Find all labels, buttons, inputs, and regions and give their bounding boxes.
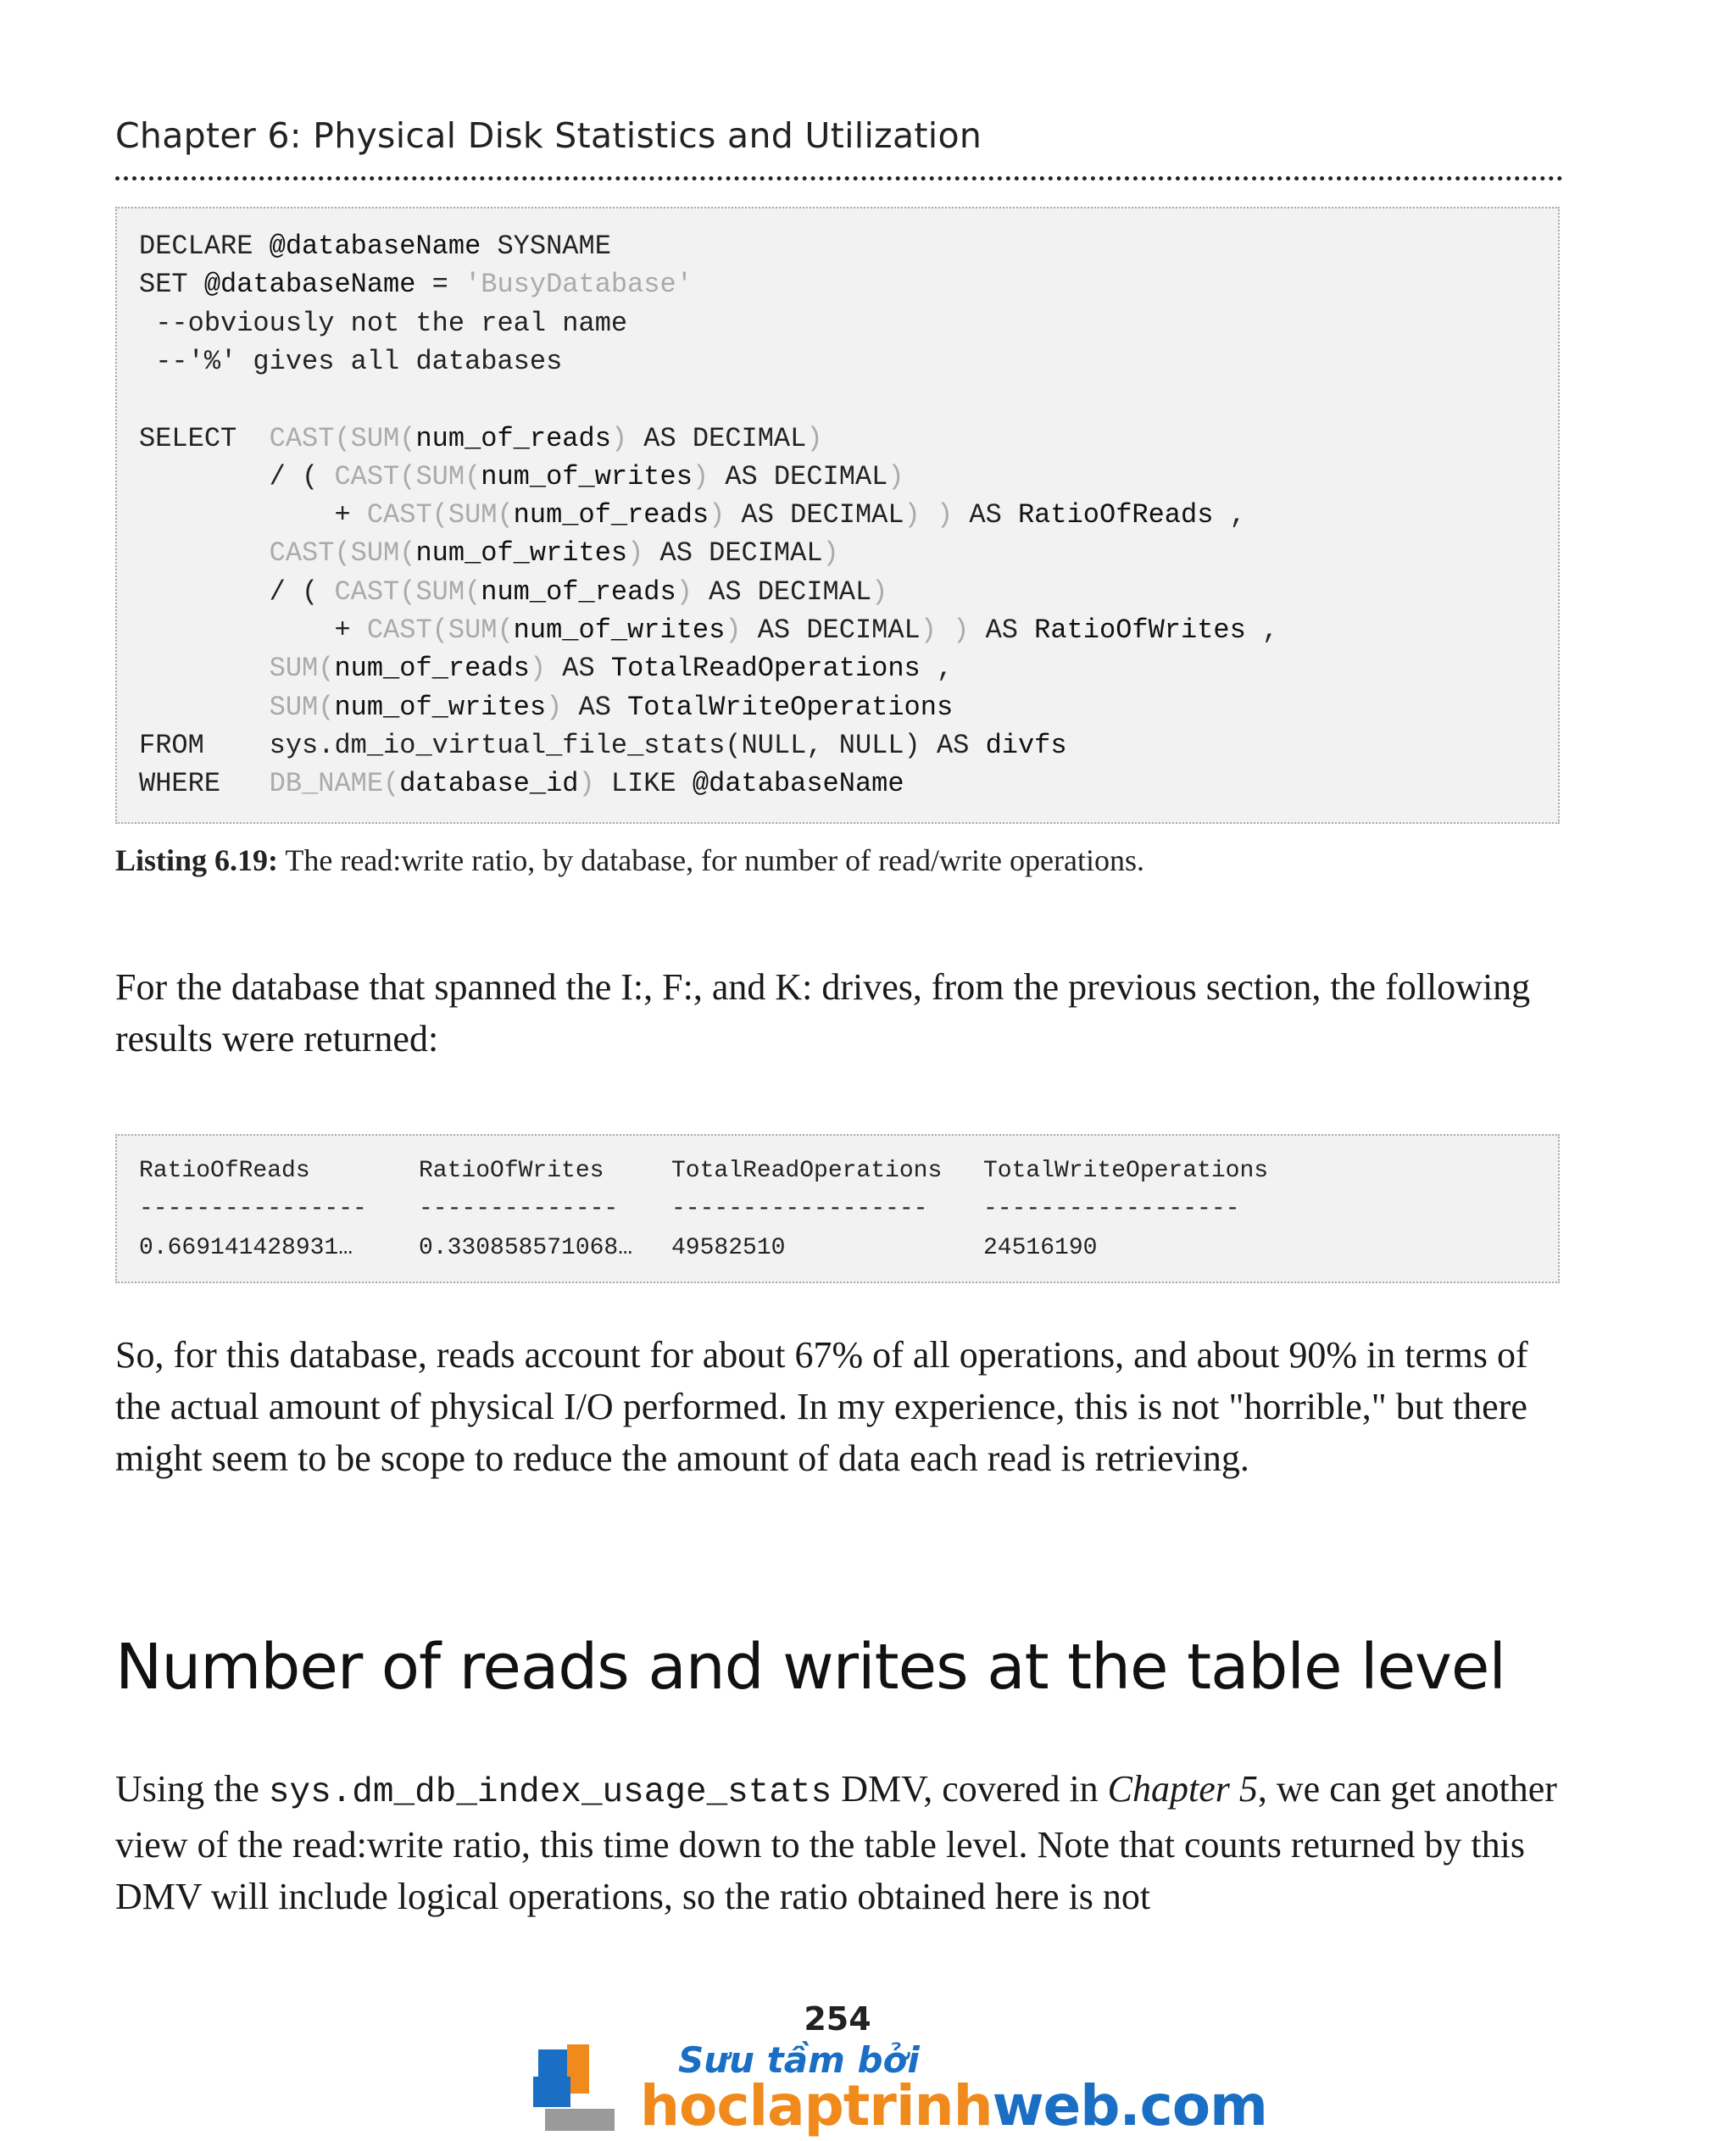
code-token: AS DECIMAL: [643, 537, 823, 570]
code-token: @databaseName: [203, 269, 416, 301]
page-number: 254: [804, 2000, 871, 2038]
code-token: ): [725, 614, 742, 646]
query-results: [115, 1134, 1560, 1283]
listing-caption: [115, 842, 1144, 878]
para3-dmv-name: sys.dm_db_index_usage_stats: [268, 1773, 832, 1812]
results-cell: ----------------: [139, 1196, 367, 1222]
code-token: SYSNAME: [481, 231, 611, 262]
para3-chapter-ref: Chapter 5: [1107, 1768, 1258, 1810]
code-token: AS: [562, 691, 628, 723]
code-token: AS DECIMAL: [741, 614, 921, 646]
code-token: --obviously not the real name: [139, 307, 628, 339]
code-token: num_of_reads: [513, 499, 709, 531]
results-cell: --------------: [419, 1196, 619, 1222]
code-token: num_of_writes: [415, 537, 628, 570]
code-token: ) ): [920, 614, 970, 646]
code-token: +: [139, 614, 367, 646]
code-line: [139, 730, 1067, 761]
results-cell: 0.669141428931…: [139, 1235, 353, 1261]
watermark-logo-icon: [530, 2039, 632, 2141]
results-cell: RatioOfWrites: [419, 1158, 604, 1184]
code-line: [139, 692, 953, 723]
code-token: ): [822, 537, 839, 570]
results-cell: TotalReadOperations: [671, 1158, 943, 1184]
code-token: DB_NAME(: [269, 768, 400, 800]
code-token: AS: [969, 614, 1035, 646]
code-token: ,: [920, 653, 954, 685]
code-token: AS: [920, 729, 986, 761]
paragraph-table-level: [115, 1763, 1590, 1922]
code-token: ): [806, 422, 823, 454]
code-line: [139, 269, 693, 300]
code-token: AS DECIMAL: [725, 499, 904, 531]
code-token: ): [610, 422, 628, 454]
code-token: num_of_writes: [481, 460, 693, 492]
code-token: SET: [139, 269, 204, 301]
code-line: [139, 499, 1246, 531]
code-line: [139, 576, 887, 608]
code-token: ) ): [904, 499, 954, 531]
code-token: ,: [1245, 614, 1279, 646]
code-token: [139, 537, 270, 569]
code-token: FROM: [139, 729, 270, 761]
code-token: ): [578, 768, 595, 800]
caption-label: Listing 6.19:: [115, 843, 279, 877]
section-heading: Number of reads and writes at the table level: [115, 1631, 1505, 1704]
code-token: ): [887, 460, 904, 492]
code-line: [139, 346, 562, 377]
code-token: WHERE: [139, 768, 270, 800]
code-token: num_of_reads: [481, 576, 676, 608]
code-line: [139, 768, 904, 799]
code-token: ): [529, 653, 547, 685]
code-line: [139, 653, 953, 684]
code-line: [139, 461, 904, 492]
watermark: [530, 2039, 1267, 2141]
paragraph-intro-results: For the database that spanned the I:, F:, and K: drives, from the previous section, the following results were returned:: [115, 966, 1531, 1059]
code-token: ): [871, 576, 888, 608]
code-line: [139, 423, 823, 454]
watermark-caption: Sưu tầm bởi: [678, 2039, 920, 2081]
code-token: CAST(SUM(: [269, 422, 416, 454]
code-token: num_of_writes: [513, 614, 726, 646]
results-cell: TotalWriteOperations: [983, 1158, 1269, 1184]
code-token: CAST(SUM(: [269, 537, 416, 570]
para3-middle: DMV, covered in: [832, 1768, 1108, 1810]
code-token: +: [139, 499, 367, 531]
paragraph-analysis: So, for this database, reads account for about 67% of all operations, and about 90% in terms of the actual amount of physical I/O performed. In my experience, this is not "horrible," but there might seem to be scope to reduce the amount of data each read is retrieving.: [115, 1334, 1528, 1479]
code-token: --'%' gives all databases: [139, 345, 563, 377]
code-token: ,: [1213, 499, 1246, 531]
code-token: ): [709, 499, 726, 531]
code-token: 'BusyDatabase': [465, 269, 693, 301]
code-token: AS DECIMAL: [692, 576, 872, 608]
code-token: RatioOfReads: [1017, 499, 1214, 531]
code-line: [139, 231, 611, 262]
caption-text: The read:write ratio, by database, for number of read/write operations.: [278, 843, 1144, 877]
code-token: AS: [546, 653, 611, 685]
code-token: AS: [953, 499, 1018, 531]
code-token: ): [627, 537, 644, 570]
code-token: CAST(SUM(: [334, 460, 481, 492]
watermark-site-part1: hoclaptrinh: [640, 2073, 993, 2138]
code-token: num_of_reads: [415, 422, 611, 454]
watermark-site: [640, 2073, 1267, 2138]
code-token: / (: [139, 460, 335, 492]
code-token: SUM(: [269, 653, 335, 685]
header-rule: [115, 176, 1563, 181]
code-token: LIKE: [594, 768, 693, 800]
code-token: divfs: [985, 729, 1067, 761]
code-token: AS DECIMAL: [709, 460, 888, 492]
code-token: @databaseName: [269, 231, 481, 262]
results-cell: RatioOfReads: [139, 1158, 310, 1184]
results-cell: 49582510: [671, 1235, 786, 1261]
code-token: TotalReadOperations: [610, 653, 921, 685]
para3-after: , we can get another view of the read:write ratio, this time down to the table level. Note that counts returned by this DMV will include logical operations, so the ratio obtained here is not: [115, 1768, 1557, 1917]
chapter-header: Chapter 6: Physical Disk Statistics and Utilization: [115, 115, 982, 156]
code-token: AS DECIMAL: [627, 422, 807, 454]
code-token: =: [415, 269, 465, 301]
code-listing: [115, 207, 1560, 824]
code-token: ): [692, 460, 709, 492]
results-cell: ------------------: [671, 1196, 928, 1222]
code-token: CAST(SUM(: [366, 614, 514, 646]
code-token: @databaseName: [692, 768, 904, 800]
watermark-site-part2: web: [992, 2073, 1120, 2138]
code-token: SELECT: [139, 422, 270, 454]
code-token: / (: [139, 576, 335, 608]
code-token: CAST(SUM(: [334, 576, 481, 608]
code-token: ): [676, 576, 693, 608]
code-token: TotalWriteOperations: [627, 691, 954, 723]
code-token: DECLARE: [139, 231, 270, 262]
code-line: [139, 308, 627, 339]
code-token: database_id: [399, 768, 579, 800]
results-cell: ------------------: [983, 1196, 1240, 1222]
code-token: num_of_writes: [334, 691, 547, 723]
code-token: ): [546, 691, 563, 723]
results-cell: 24516190: [983, 1235, 1098, 1261]
code-token: CAST(SUM(: [366, 499, 514, 531]
code-token: sys.dm_io_virtual_file_stats(NULL, NULL): [269, 729, 921, 761]
code-line: [139, 537, 839, 569]
code-line: [139, 614, 1278, 646]
code-token: SUM(: [269, 691, 335, 723]
code-token: RatioOfWrites: [1034, 614, 1246, 646]
code-token: num_of_reads: [334, 653, 530, 685]
code-token: [139, 653, 270, 684]
results-cell: 0.330858571068…: [419, 1235, 633, 1261]
watermark-site-part3: .com: [1119, 2073, 1267, 2138]
para3-before: Using the: [115, 1768, 269, 1810]
code-token: [139, 692, 270, 723]
